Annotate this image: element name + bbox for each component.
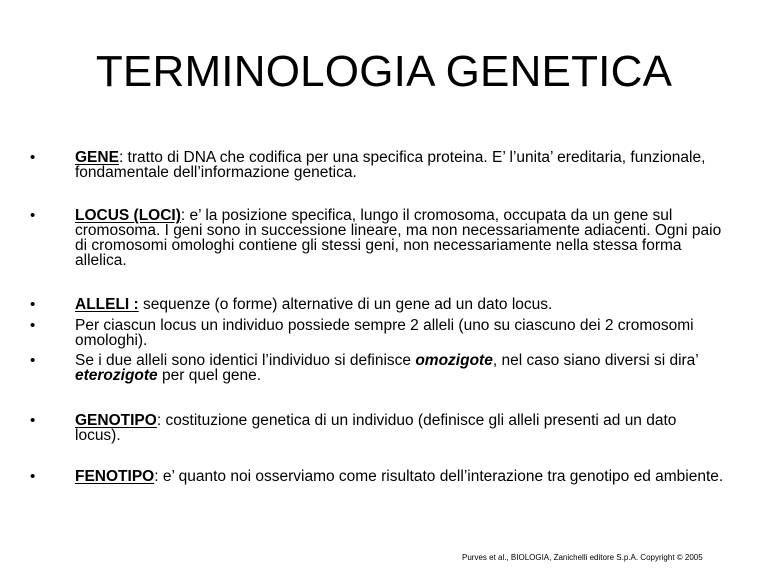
term-label: ALLELI : [75,296,139,313]
bullet-icon: • [30,412,36,429]
bullet-icon: • [30,317,36,334]
copyright-footer: Purves et al., BIOLOGIA, Zanichelli editore S.p.A. Copyright © 2005 [462,553,703,562]
bullet-text [75,150,725,180]
bullet-icon: • [30,352,36,369]
term-label: GENOTIPO [75,412,157,429]
term-definition: : e’ la posizione specifica, lungo il cromosoma, occupata da un gene sul cromosoma. I geni sono in successione lineare, ma non necessariamente adiacenti. Ogni paio di cromosomi omologhi contiene gli stessi geni, non necessariamente nella stessa forma allelica. [75,207,722,269]
emphasis-eterozigote: eterozigote [75,367,158,384]
term-label: GENE [75,149,119,166]
bullet-text [75,413,725,443]
bullet-text [75,297,725,312]
bullet-text [75,469,725,484]
text-part: per quel gene. [157,367,262,384]
bullet-text [75,353,725,383]
emphasis-omozigote: omozigote [415,352,493,369]
text-part: Se i due alleli sono identici l’individuo si definisce [75,352,416,369]
bullet-text [75,208,725,268]
slide-title: TERMINOLOGIA GENETICA [95,47,673,96]
term-definition: : tratto di DNA che codifica per una specifica proteina. E’ l’unita’ ereditaria, funzionale, fondamentale dell’informazione genetica. [75,149,706,181]
bullet-text: Per ciascun locus un individuo possiede sempre 2 alleli (uno su ciascuno dei 2 cromosomi omologhi). [75,317,694,349]
term-definition: : costituzione genetica di un individuo (definisce gli alleli presenti ad un dato locus). [75,412,677,444]
term-definition: : e’ quanto noi osserviamo come risultato dell’interazione tra genotipo ed ambiente. [154,468,724,485]
text-part: , nel caso siano diversi si dira’ [492,352,699,369]
bullet-icon: • [30,296,36,313]
term-label: FENOTIPO [75,468,155,485]
bullet-icon: • [30,468,36,485]
bullet-icon: • [30,149,36,166]
term-label: LOCUS (LOCI) [75,207,181,224]
bullet-icon: • [30,207,36,224]
term-definition: sequenze (o forme) alternative di un gene ad un dato locus. [138,296,553,313]
